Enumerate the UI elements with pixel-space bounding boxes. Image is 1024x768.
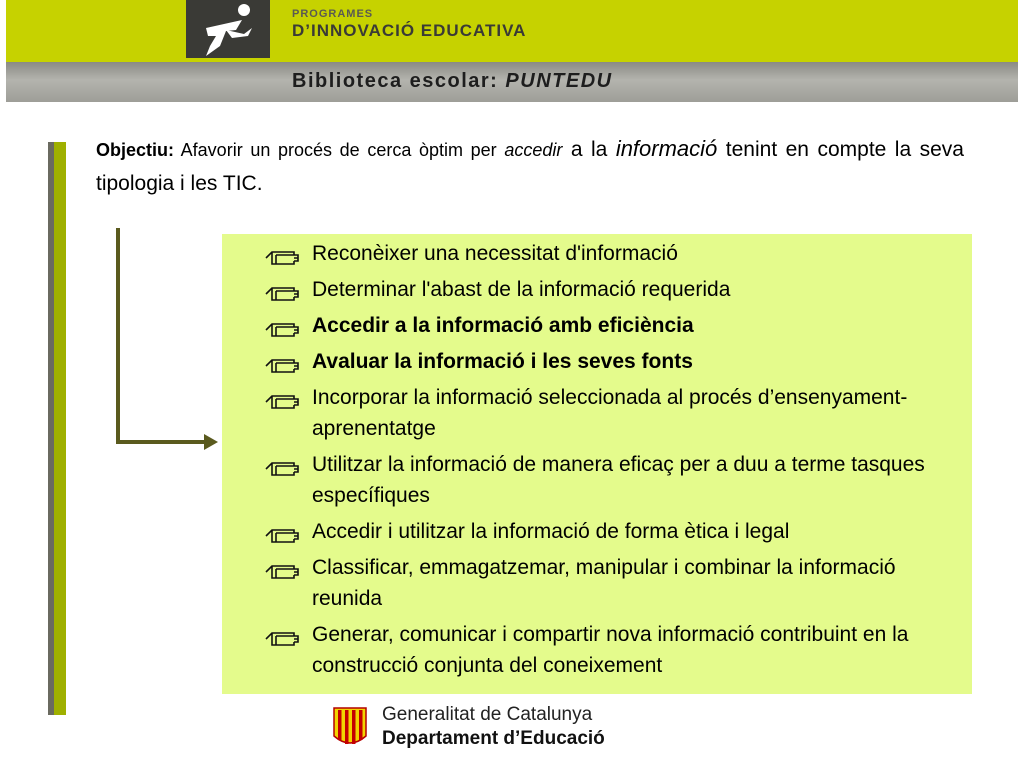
objective-text-italic: accedir	[504, 140, 563, 160]
section-title-prefix: Biblioteca escolar:	[292, 70, 506, 92]
brand-small-text: PROGRAMES	[292, 8, 374, 20]
objective-text-1: Afavorir un procés de cerca òptim per	[174, 140, 505, 160]
list-item	[264, 346, 964, 377]
arrow-head-icon	[204, 434, 218, 450]
list-item	[264, 382, 964, 444]
objective-label: Objectiu:	[96, 140, 175, 160]
brand-title: D’INNOVACIÓ EDUCATIVA	[292, 21, 527, 40]
footer-organization: Generalitat de Catalunya	[382, 704, 593, 725]
pointing-hand-icon	[264, 382, 312, 413]
pointing-hand-icon	[264, 346, 312, 377]
pointing-hand-icon	[264, 619, 312, 650]
programs-logo	[186, 0, 270, 58]
list-item	[264, 238, 964, 269]
pointing-hand-icon	[264, 449, 312, 480]
footer-department: Departament d’Educació	[382, 728, 605, 749]
list-item	[264, 310, 964, 341]
skill-text: Utilitzar la informació de manera eficaç per a duu a terme tasques específiques	[312, 453, 925, 507]
section-title	[292, 70, 613, 93]
skill-text: Determinar l'abast de la informació requerida	[312, 278, 731, 301]
list-item	[264, 619, 964, 681]
pointing-hand-icon	[264, 552, 312, 583]
left-decorative-rule	[48, 142, 66, 715]
list-item	[264, 516, 964, 547]
objective-text-italic-2: informació	[615, 136, 718, 161]
pointing-hand-icon	[264, 274, 312, 305]
list-item	[264, 552, 964, 614]
skill-text: Incorporar la informació seleccionada al procés d’ensenyament-aprenentatge	[312, 386, 908, 440]
skill-text: Classificar, emmagatzemar, manipular i combinar la informació reunida	[312, 556, 896, 610]
skill-text: Reconèixer una necessitat d'informació	[312, 242, 678, 265]
list-item	[264, 449, 964, 511]
skills-list	[264, 238, 964, 686]
skill-text: Generar, comunicar i compartir nova informació contribuint en la construcció conjunta del coneixement	[312, 623, 909, 677]
pointing-hand-icon	[264, 310, 312, 341]
skill-text: Avaluar la informació i les seves fonts	[312, 350, 693, 373]
objective-text-3: tenint en compte la seva tipologia i les TIC.	[96, 138, 964, 195]
connector-arrow	[112, 228, 224, 460]
running-figure-icon	[186, 0, 270, 58]
generalitat-emblem-icon	[332, 706, 368, 750]
pointing-hand-icon	[264, 516, 312, 547]
skill-text: Accedir i utilitzar la informació de forma ètica i legal	[312, 520, 790, 543]
objective-paragraph	[96, 132, 964, 201]
section-title-emphasis: PUNTEDU	[505, 70, 613, 92]
objective-text-2: a la	[562, 138, 616, 161]
list-item	[264, 274, 964, 305]
pointing-hand-icon	[264, 238, 312, 269]
skill-text: Accedir a la informació amb eficiència	[312, 314, 694, 337]
